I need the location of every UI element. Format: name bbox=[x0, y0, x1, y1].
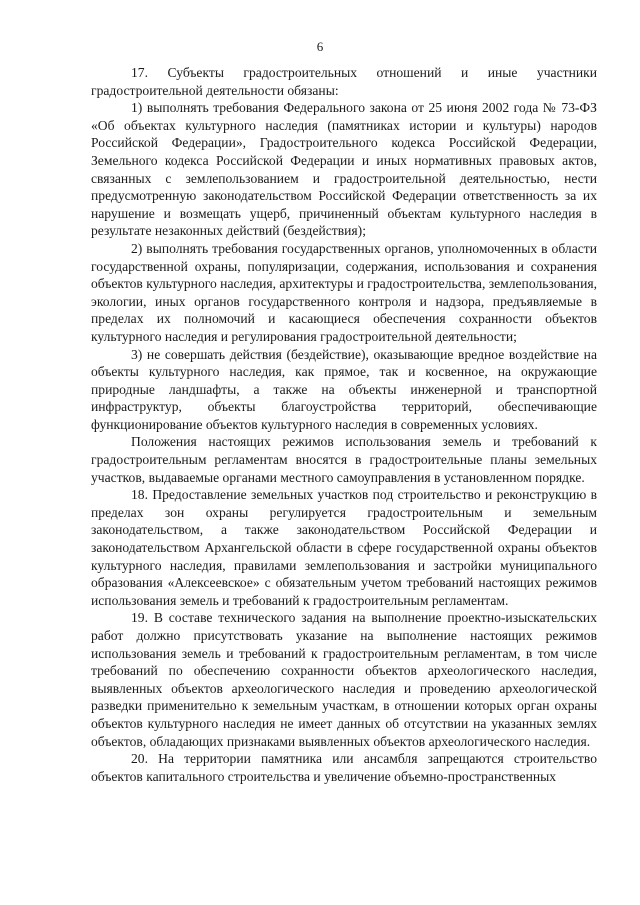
paragraph-20: 20. На территории памятника или ансамбля запрещаются строительство объектов капитального строительства и увеличение объемно-пространственных bbox=[91, 751, 597, 784]
paragraph-17-item-2: 2) выполнять требования государственных органов, уполномоченных в области государственной охраны, популяризации, содержания, использования и сохранения объектов культурного наследия, архитектуры и градостроительства, землепользования, экологии, иных органов государственного контроля и надзора, предъявляемые в пределах их полномочий и касающиеся обеспечения сохранности объектов культурного наследия и регулирования градостроительной деятельности; bbox=[91, 240, 597, 344]
paragraph-17-item-1: 1) выполнять требования Федерального закона от 25 июня 2002 года № 73-ФЗ «Об объектах культурного наследия (памятниках истории и культуры) народов Российской Федерации», Градостроительного кодекса Российской Федерации, Земельного кодекса Российской Федерации и иных нормативных правовых актов, связанных с землепользованием и градостроительной деятельностью, нести предусмотренную законодательством Российской Федерации ответственность за их нарушение и возмещать ущерб, причиненный объектам культурного наследия в результате незаконных действий (бездействия); bbox=[91, 100, 597, 239]
paragraph-19: 19. В составе технического задания на выполнение проектно-изыскательских работ должно присутствовать указание на выполнение настоящих режимов использования земель и требований к градостроительным регламентам, в том числе требований по обеспечению сохранности объектов археологического наследия, выявленных объектов археологического наследия и проведению археологической разведки применительно к земельным участкам, в отношении которых орган охраны объектов культурного наследия не имеет данных об отсутствии на указанных землях объектов, обладающих признаками выявленных объектов археологического наследия. bbox=[91, 610, 597, 749]
paragraph-17: 17. Субъекты градостроительных отношений и иные участники градостроительной деятельности обязаны: bbox=[91, 65, 597, 98]
document-body bbox=[91, 64, 597, 785]
paragraph-17-item-3: 3) не совершать действия (бездействие), оказывающие вредное воздействие на объекты культурного наследия, как прямое, так и косвенное, на окружающие природные ландшафты, а также на объекты инженерной и транспортной инфраструктур, объекты благоустройства территорий, обеспечивающие функционирование объектов культурного наследия в современных условиях. bbox=[91, 346, 597, 432]
paragraph-provisions: Положения настоящих режимов использования земель и требований к градостроительным регламентам вносятся в градостроительные планы земельных участков, выдаваемые органами местного самоуправления в установленном порядке. bbox=[91, 434, 597, 485]
paragraph-18: 18. Предоставление земельных участков под строительство и реконструкцию в пределах зон охраны регулируется градостроительным и земельным законодательством, а также законодательством Российской Федерации и законодательством Архангельской области в сфере государственной охраны объектов культурного наследия, правилами землепользования и застройки муниципального образования «Алексеевское» с обязательным учетом требований настоящих режимов использования земель и требований к градостроительным регламентам. bbox=[91, 487, 597, 608]
page-number: 6 bbox=[316, 39, 324, 54]
